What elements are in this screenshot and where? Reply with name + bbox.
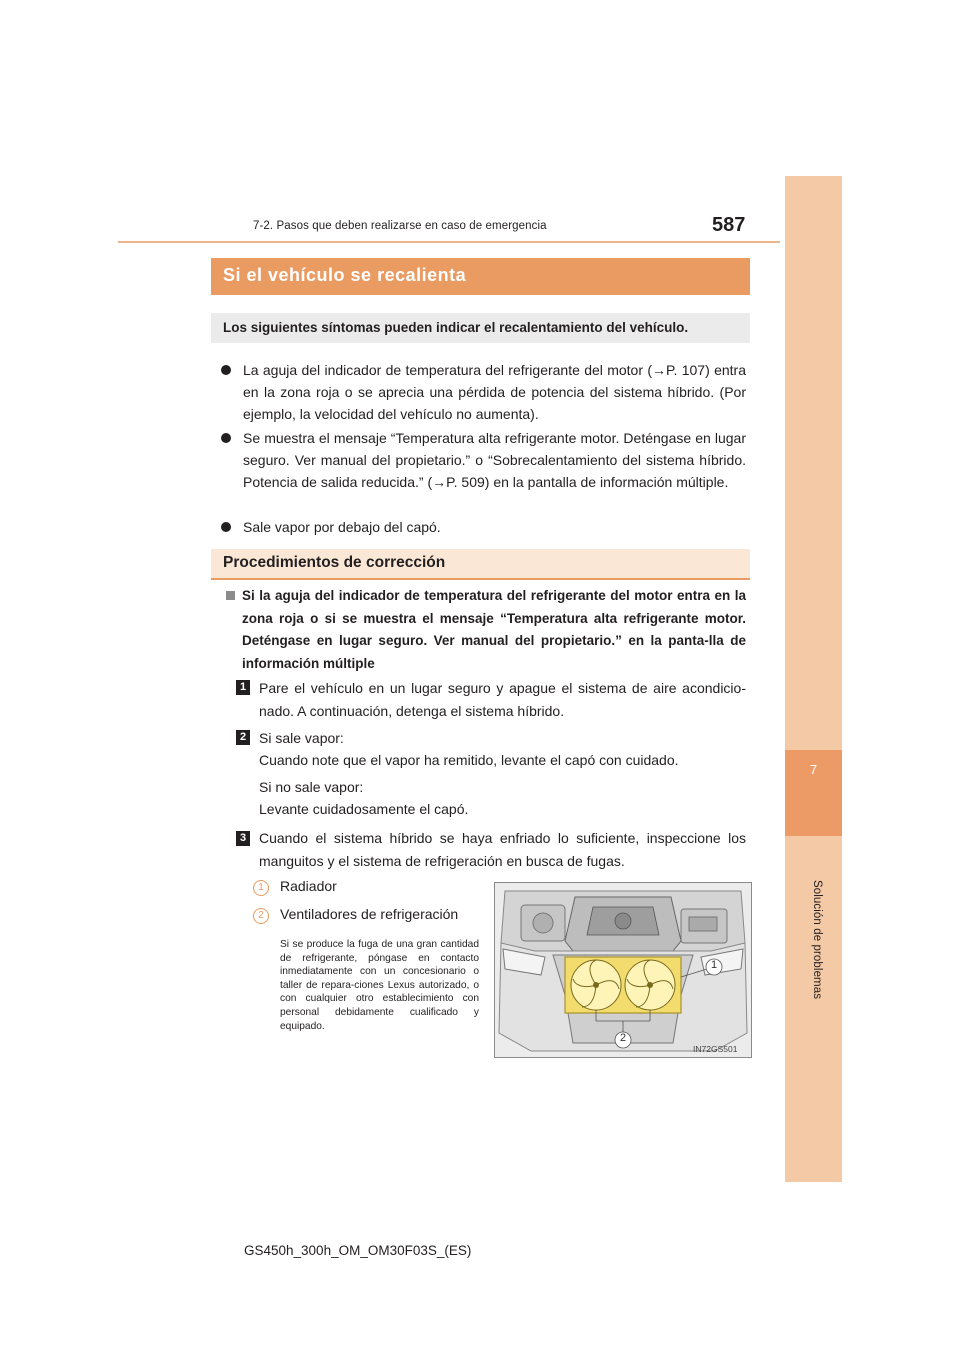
callout-number: 2 (253, 908, 269, 924)
engine-bay-figure (494, 882, 752, 1058)
symptom-text: La aguja del indicador de temperatura del refrigerante del motor (→P. 107) entra en la zona roja o se aprecia una pérdida de potencia del sistema híbrido. (Por ejemplo, la velocidad del vehículo no aumenta). (243, 362, 746, 422)
header-rule (118, 241, 780, 243)
intro-bar (211, 313, 750, 343)
step-number: 3 (236, 831, 250, 846)
step-text: Si no sale vapor: (259, 779, 364, 795)
page-number: 587 (712, 214, 746, 236)
legend-label: Radiador (280, 878, 337, 894)
figure-code: IN72GS501 (693, 1044, 738, 1054)
bullet-icon (221, 522, 231, 532)
section-title: Si el vehículo se recalienta (223, 265, 467, 285)
header-section: 7-2. Pasos que deben realizarse en caso de emergencia (253, 220, 547, 232)
symptom-text: Se muestra el mensaje “Temperatura alta refrigerante motor. Deténgase en lugar seguro. Ver manual del propietario.” o “Sobrecalentamiento del sistema híbrido. Potencia de salida reducida.” (→P. 509) en la pantalla de información múltiple. (243, 430, 746, 490)
step-number: 1 (236, 680, 250, 695)
step-text: Cuando note que el vapor ha remitido, levante el capó con cuidado. (259, 752, 679, 768)
procedures-title-bar (211, 549, 750, 580)
step-text: Levante cuidadosamente el capó. (259, 801, 469, 817)
step-text: Cuando el sistema híbrido se haya enfriado lo suficiente, inspeccione los manguitos y el sistema de refrigeración en busca de fugas. (259, 830, 746, 869)
step-text: Si sale vapor: (259, 730, 344, 746)
square-bullet-icon (226, 591, 235, 600)
bullet-icon (221, 365, 231, 375)
symptom-text: Sale vapor por debajo del capó. (243, 519, 441, 535)
footer-document-code: GS450h_300h_OM_OM30F03S_(ES) (244, 1243, 472, 1258)
condition-text: Si la aguja del indicador de temperatura del refrigerante del motor entra en la zona roja o si se muestra el mensaje “Temperatura alta refrigerante motor. Deténgase en lugar seguro. Ver manual del propietario.” en la panta-lla de información múltiple (242, 588, 746, 671)
symptom-item (221, 516, 746, 538)
section-title-bar (211, 258, 750, 295)
chapter-number: 7 (809, 762, 818, 777)
procedures-title: Procedimientos de corrección (223, 554, 446, 571)
figure-callout-1: 1 (710, 959, 718, 971)
intro-text: Los siguientes síntomas pueden indicar el recalentamiento del vehículo. (223, 320, 689, 335)
condition-heading (226, 585, 746, 675)
figure-callout-2: 2 (619, 1032, 627, 1044)
chapter-title: Solución de problemas (811, 880, 823, 1000)
warning-note: Si se produce la fuga de una gran cantidad de refrigerante, póngase en contacto inmediatamente con un concesionario o taller de repara-ciones Lexus autorizado, o con cualquier otro establecimiento con personal debidamente cualificado y equipado. (280, 939, 479, 1032)
step-text: Pare el vehículo en un lugar seguro y apague el sistema de aire acondicio-nado. A continuación, detenga el sistema híbrido. (259, 680, 746, 719)
bullet-icon (221, 433, 231, 443)
callout-number: 1 (253, 880, 269, 896)
legend-label: Ventiladores de refrigeración (280, 906, 459, 922)
symptom-item (221, 359, 746, 425)
step-number: 2 (236, 730, 250, 745)
symptom-item (221, 427, 746, 493)
